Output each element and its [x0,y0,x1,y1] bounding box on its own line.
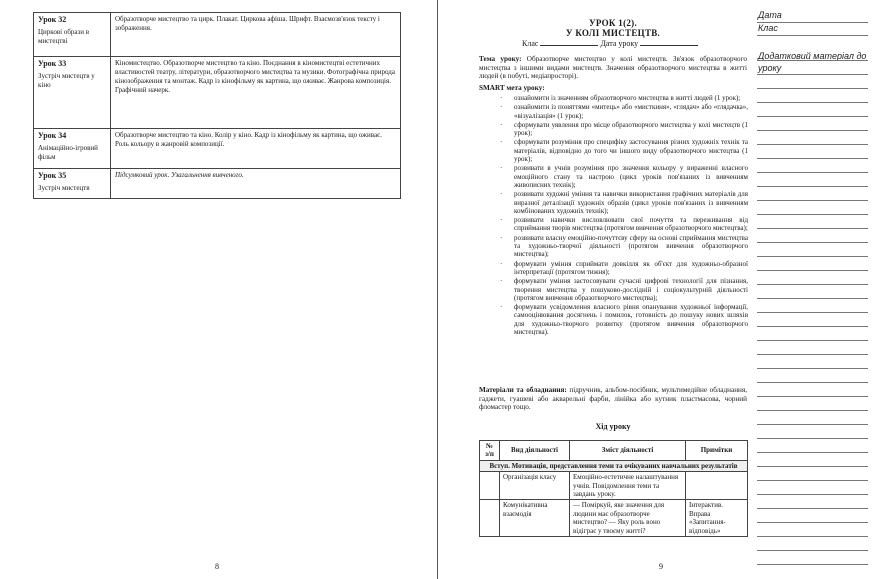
section-row [480,460,748,471]
table-row [34,57,401,129]
lesson-subtitle: Зустріч мистецтв у кіно [38,72,95,89]
smart-goal-text: формувати уміння застосовувати сучасні цифрові технології для пізнання, творення мистецтва у пошуково-дослідній і соціокультурній діяльності (протягом вивчення образотворчого мистецтва); [514,277,748,302]
margin-line [757,522,868,523]
date-blank [640,45,698,46]
date-label: Дата уроку [600,39,639,48]
smart-goal-item [498,277,748,302]
margin-line [757,88,868,89]
smart-goal-text: сформувати уявлення про місце образотворчого мистецтва у колі мистецтв (1 урок); [514,120,748,138]
lesson-title: Урок 32 [38,15,67,24]
bullet-icon: · [500,94,503,102]
smart-goal-text: розвивати навички висловлювати свої почуття та переживання від сприймання творів мистецтва (протягом вивчення образотворчого мистецтва); [514,216,748,233]
margin-line [757,480,868,481]
section-title: Вступ. Мотивація, представлення теми та очікуваних навчальних результатів [480,460,748,471]
margin-line [757,242,868,243]
class-blank [540,45,598,46]
lesson-heading: УРОК 1(2). [588,18,638,28]
margin-line [757,74,868,75]
page-number-left: 8 [215,562,219,571]
margin-line [757,158,868,159]
margin-line [757,424,868,425]
column-header: Примітки [686,441,748,461]
lesson-cell [34,129,111,169]
lesson-title: Урок 33 [38,59,67,68]
cell-content: — Поміркуй, яке значення для людини має образотворче мистецтво? — Яку роль воно відіграє у твоєму житті? [570,500,686,537]
class-label: Клас [522,39,539,48]
lesson-title: У КОЛІ МИСТЕЦТВ. [565,28,661,38]
margin-line [757,144,868,145]
margin-line [757,494,868,495]
margin-line [757,564,868,565]
column-header: Зміст діяльності [570,441,686,461]
table-row [34,129,401,169]
page-number-right: 9 [659,562,663,571]
margin-line [757,452,868,453]
lesson-plan-table [33,12,401,199]
lesson-content: Кіномистецтво. Образотворче мистецтво та кіно. Поєднання в кіномистецтві естетичних властивостей театру, літератури, образотворчого мистецтва та музики. Фотографічна природа кінозображення та монтаж. Кадр із кінофільму як картина, що оживає. Жанрова композиція. Графічний начерк. [111,57,401,129]
topic-label: Тема уроку: [479,55,522,63]
margin-line [757,382,868,383]
lesson-content: Образотворче мистецтво та цирк. Плакат. Циркова афіша. Шрифт. Взаємозв'язок тексту і зображення. [111,13,401,57]
margin-line [757,354,868,355]
margin-line [757,186,868,187]
lesson-subtitle: Циркові образи в мистецтві [38,28,90,45]
cell-notes: Інтерактив. Вправа «Запитання-відповідь» [686,500,748,537]
margin-line [757,396,868,397]
bullet-icon: · [500,233,503,242]
course-heading: Хід уроку [595,422,631,431]
margin-line [757,410,868,411]
lesson-cell [34,13,111,57]
bullet-icon: · [500,190,503,199]
cell-content: Емоційно-естетичне налаштування учнів. Повідомлення теми та завдань уроку. [570,472,686,500]
cell-num [480,500,500,537]
bullet-icon: · [500,103,503,112]
margin-line [757,326,868,327]
margin-line [757,312,868,313]
smart-goal-text: ознайомити із значенням образотворчого мистецтва в житті людей (1 урок); [514,94,741,102]
smart-goal-text: формувати уміння сприймати довкілля як об'єкт для художньо-образної інтерпретації (протягом тижня); [514,259,748,276]
table-row [34,169,401,199]
topic-text: Образотворче мистецтво у колі мистецтв. Зв'язок образотворчого мистецтва з іншими видами мистецтв. Значення образотворчого мистецтва в житті людей (в побуті, медіапросторі). [479,55,747,81]
margin-line [757,60,868,61]
lesson-cell [34,57,111,129]
margin-line [757,284,868,285]
margin-line [757,102,868,103]
margin-line [757,368,868,369]
lesson-title: Урок 34 [38,131,67,140]
margin-line [757,536,868,537]
margin-line [757,270,868,271]
topic-paragraph [479,55,747,81]
cell-notes [686,472,748,500]
lesson-content: Підсумковий урок. Узагальнення вивченого. [111,169,401,199]
smart-label: SMART мета уроку: [479,84,545,92]
bullet-icon: · [500,138,503,147]
bullet-icon: · [500,164,503,173]
smart-goal-item [498,121,748,138]
materials-text: підручник, альбом-посібник, мультимедійне обладнання, гаджети, гуашеві або акварельні фарби, лінійка або кутник пластмасова, чорний фломастер тощо. [479,386,747,412]
page-divider [437,0,438,579]
bullet-icon: · [500,277,503,286]
margin-line [757,466,868,467]
margin-line [757,550,868,551]
smart-goal-text: сформувати розуміння про специфіку застосування різних художніх технік та матеріалів, відповідно до того чи іншого виду образотворчого мистецтва (1 урок); [514,138,748,164]
materials-label: Матеріали та обладнання: [479,386,567,394]
smart-goal-item [498,303,748,336]
margin-class-label: Клас [758,23,778,33]
table-header-row [480,441,748,461]
bullet-icon: · [500,216,503,225]
bullet-icon: · [500,303,503,312]
bullet-icon: · [500,259,503,268]
smart-goal-item [498,216,748,233]
margin-line [757,35,868,36]
margin-line [757,228,868,229]
table-row [34,13,401,57]
cell-activity: Комунікативна взаємодія [500,500,570,537]
margin-line [757,116,868,117]
bullet-icon: · [500,120,503,129]
cell-num [480,472,500,500]
smart-goal-item [498,164,748,189]
lesson-subtitle: Анімаційно-ігровий фільм [38,144,98,161]
margin-line [757,172,868,173]
smart-goal-text: ознайомити із поняттями «митець» або «мисткиня», «глядач» або «глядачка», «візуалізація» (1 урок); [514,103,748,120]
lesson-subtitle: Зустріч мистецтв [38,184,90,192]
column-header: № з/п [480,441,500,461]
smart-goal-item [498,234,748,259]
margin-extra-label: Додатковий матеріал до уроку [758,51,867,73]
smart-goal-text: розвивати художні уміння та навички використання графічних матеріалів для виразної деталізації художніх образів (цикл уроків пов'язаних із вивченням комбінованих художніх технік); [514,190,748,215]
margin-date-label: Дата [758,10,782,20]
smart-goal-item [498,138,748,163]
table-row [480,472,748,500]
margin-line [757,214,868,215]
margin-line [757,298,868,299]
column-header: Вид діяльності [500,441,570,461]
margin-line [757,130,868,131]
materials-paragraph [479,386,747,412]
smart-goal-item [498,190,748,215]
margin-line [757,438,868,439]
smart-goal-text: розвивати власну емоційно-почуттєву сферу на основі сприймання мистецтва та художньо-творчої діяльності (протягом вивчення образотворчого мистецтва); [514,233,748,259]
smart-goal-text: розвивати в учнів розуміння про значення кольору у вираженні власного емоційного стану та настрою (цикл уроків пов'язаних із вивченням живописних технік); [514,164,748,189]
smart-goal-item [498,103,748,120]
margin-line [757,508,868,509]
table-row [480,500,748,537]
smart-goal-text: формувати усвідомлення власного рівня опанування художньої інформації, самооцінювання досягнень і помилок, готовність до пошуку нових шляхів для художньо-творчого розвитку (протягом вивчення образотворчого мистецтва). [514,303,748,337]
margin-line [757,256,868,257]
smart-goal-item [498,94,748,102]
cell-activity: Організація класу [500,472,570,500]
margin-line [757,200,868,201]
lesson-title: Урок 35 [38,171,67,180]
lesson-content: Образотворче мистецтво та кіно. Колір у кіно. Кадр із кінофільму як картина, що оживає. Роль кольору в жанровій композиції. [111,129,401,169]
margin-line [757,340,868,341]
class-date-line [522,40,742,49]
lesson-course-table [479,440,748,537]
lesson-cell [34,169,111,199]
smart-goals-list [498,94,748,337]
smart-goal-item [498,260,748,277]
